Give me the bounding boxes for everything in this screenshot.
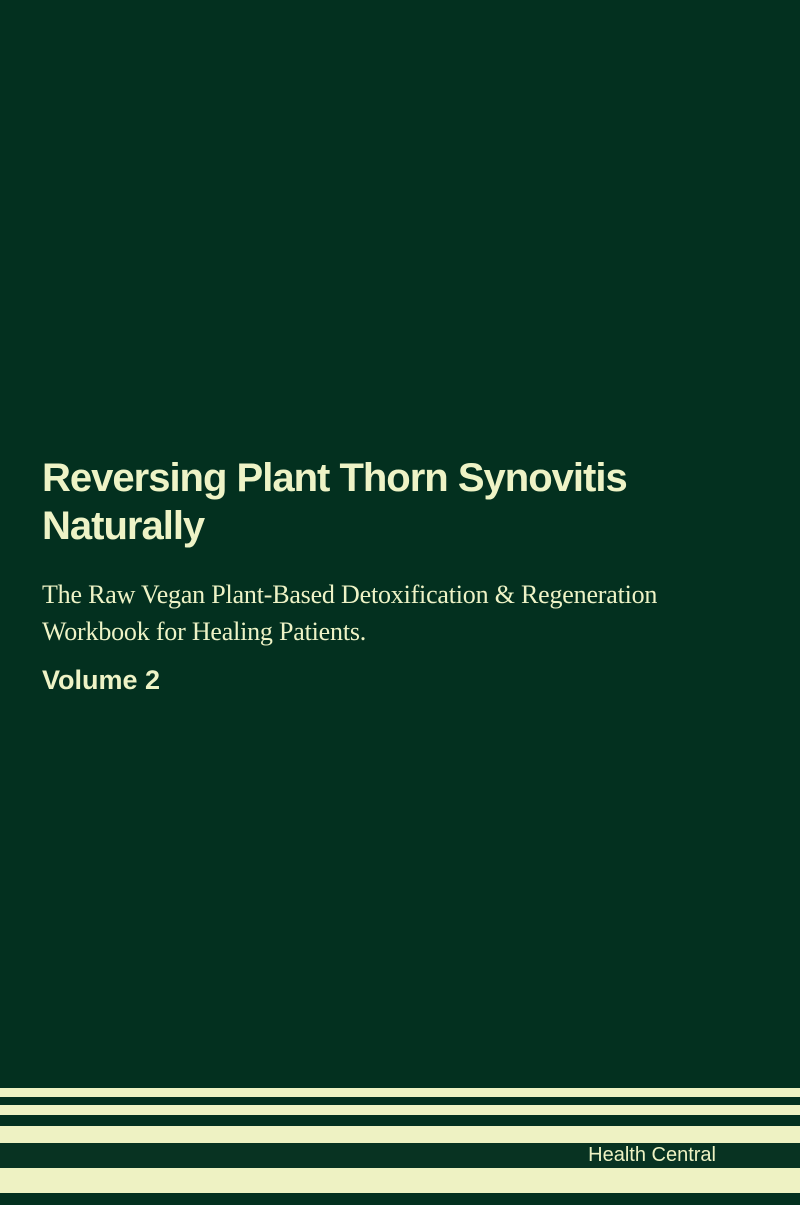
book-subtitle-line-1: The Raw Vegan Plant-Based Detoxification & Regeneration xyxy=(42,580,658,609)
book-subtitle-line-2: Workbook for Healing Patients. xyxy=(42,617,367,646)
publisher-name: Health Central xyxy=(588,1144,716,1166)
book-title xyxy=(42,454,762,550)
volume-label: Volume 2 xyxy=(42,665,161,695)
publisher-band xyxy=(0,1143,800,1168)
footer-stripe-thin-2 xyxy=(0,1105,800,1115)
book-subtitle xyxy=(42,576,742,650)
footer-stripe-wide xyxy=(0,1168,800,1193)
footer-stripe-medium xyxy=(0,1126,800,1143)
footer-stripe-thin-1 xyxy=(0,1088,800,1097)
book-title-line-1: Reversing Plant Thorn Synovitis xyxy=(42,456,627,500)
book-title-line-2: Naturally xyxy=(42,504,205,548)
